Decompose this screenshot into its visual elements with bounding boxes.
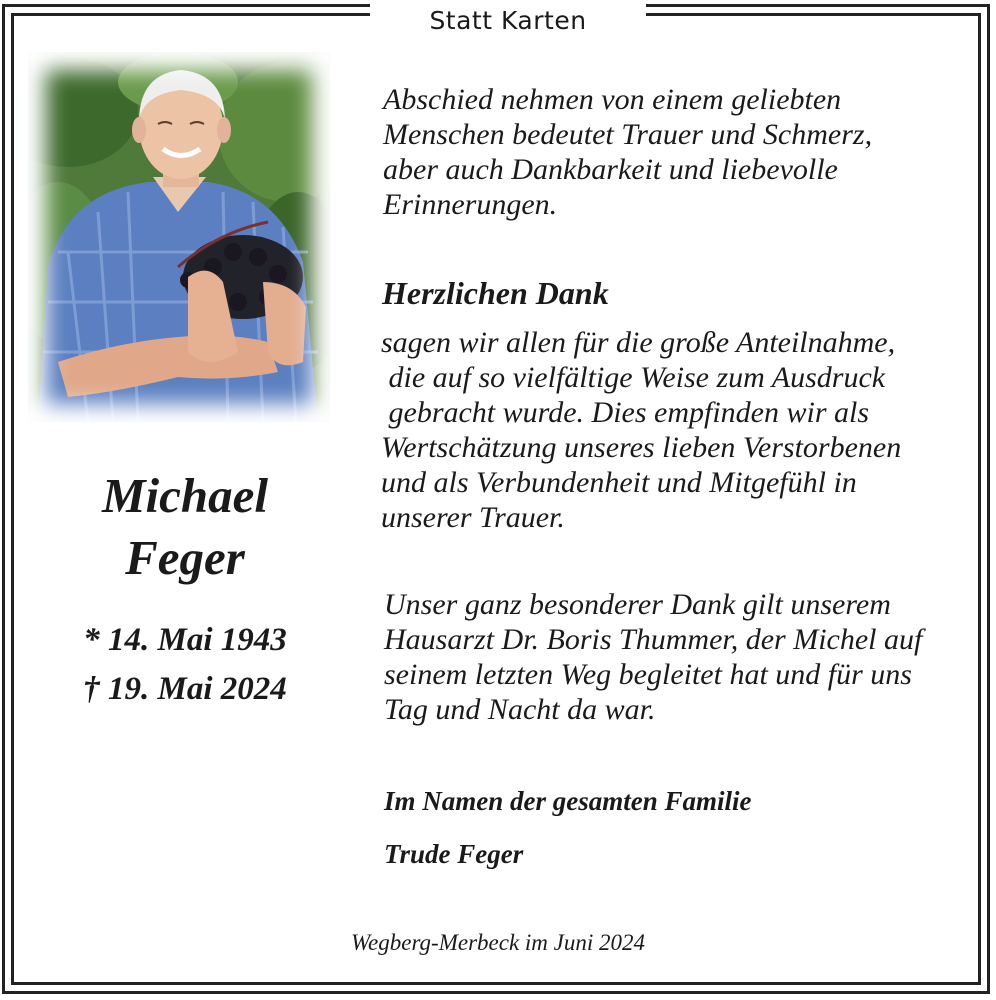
thanks-line: die auf so vielfältige Weise zum Ausdruck [381, 361, 886, 394]
special-thanks-line: seinem letzten Weg begleitet hat und für uns [384, 658, 912, 691]
special-thanks-line: Unser ganz besonderer Dank gilt unserem [384, 588, 891, 621]
signature-family: Im Namen der gesamten Familie [384, 786, 752, 816]
thanks-line: und als Verbundenheit und Mitgefühl in [381, 466, 857, 499]
special-thanks-paragraph [384, 587, 964, 727]
intro-line: aber auch Dankbarkeit und liebevolle [383, 153, 838, 186]
birth-date: * 14. Mai 1943 [83, 622, 287, 658]
place-date-footer: Wegberg-Merbeck im Juni 2024 [350, 930, 645, 955]
intro-line: Abschied nehmen von einem geliebten [383, 83, 842, 116]
thanks-paragraph [381, 325, 961, 535]
thanks-line: Wertschätzung unseres lieben Verstorbenen [381, 431, 902, 464]
deceased-first-name: Michael [101, 468, 269, 523]
portrait-photo [28, 52, 330, 422]
portrait-illustration [28, 52, 330, 422]
thanks-line: gebracht wurde. Dies empfinden wir als [381, 396, 870, 429]
thanks-line: sagen wir allen für die große Anteilnahme, [381, 326, 896, 359]
thanks-line: unserer Trauer. [381, 501, 565, 534]
header-label: Statt Karten [370, 0, 646, 48]
intro-paragraph [383, 82, 963, 222]
signature-person: Trude Feger [384, 839, 524, 869]
deceased-last-name: Feger [125, 530, 245, 585]
special-thanks-line: Hausarzt Dr. Boris Thummer, der Michel auf [384, 623, 923, 656]
thanks-heading: Herzlichen Dank [382, 275, 609, 311]
death-date: † 19. Mai 2024 [83, 671, 287, 707]
intro-line: Erinnerungen. [383, 188, 558, 221]
intro-line: Menschen bedeutet Trauer und Schmerz, [383, 118, 873, 151]
special-thanks-line: Tag und Nacht da war. [384, 693, 656, 726]
